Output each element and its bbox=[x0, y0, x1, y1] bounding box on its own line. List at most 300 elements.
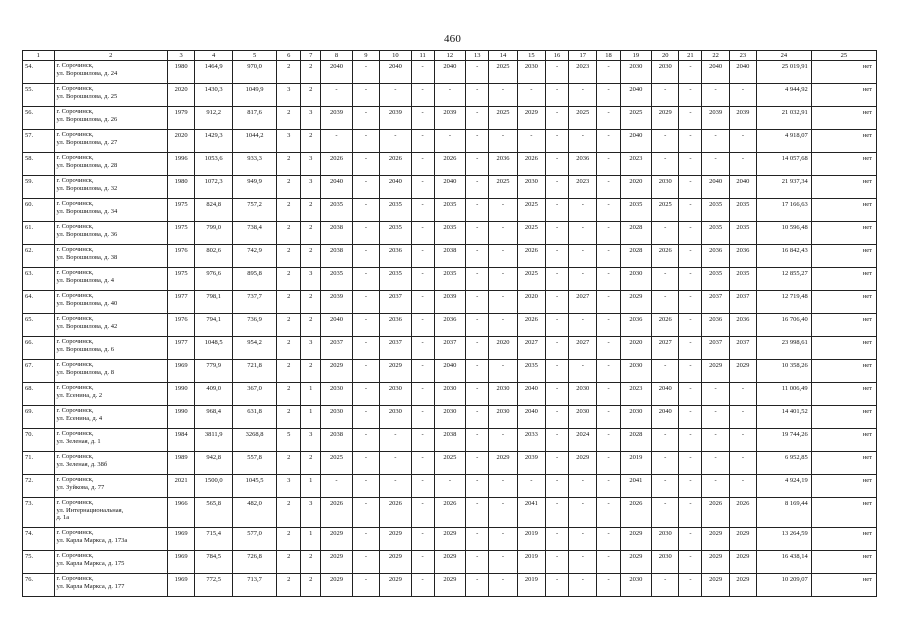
table-cell: 16 438,14 bbox=[757, 551, 812, 574]
address-line: ул. Ворошилова, д. 27 bbox=[56, 138, 118, 146]
table-cell: 2029 bbox=[702, 574, 729, 597]
table-cell: - bbox=[702, 429, 729, 452]
table-row bbox=[23, 199, 877, 222]
table-cell: 2 bbox=[301, 452, 321, 475]
row-number: 59. bbox=[23, 176, 55, 199]
table-cell: - bbox=[411, 176, 434, 199]
table-cell: 2029 bbox=[380, 551, 412, 574]
table-cell: 1975 bbox=[167, 199, 194, 222]
table-cell: - bbox=[466, 429, 489, 452]
address-line: ул. Ворошилова, д. 38 bbox=[56, 253, 118, 261]
table-cell: - bbox=[679, 107, 702, 130]
table-cell: 2028 bbox=[620, 429, 652, 452]
table-cell: - bbox=[652, 153, 679, 176]
column-header: 23 bbox=[729, 51, 756, 61]
table-cell: 482,0 bbox=[233, 498, 277, 528]
table-cell: нет bbox=[811, 107, 876, 130]
row-number: 70. bbox=[23, 429, 55, 452]
table-cell: - bbox=[352, 222, 379, 245]
address-line: ул. Интернациональная, bbox=[56, 506, 124, 514]
table-cell: 2035 bbox=[620, 199, 652, 222]
table-cell: 942,8 bbox=[195, 452, 233, 475]
table-cell: - bbox=[321, 84, 353, 107]
table-cell: - bbox=[546, 551, 569, 574]
table-cell: - bbox=[411, 153, 434, 176]
table-cell: 2035 bbox=[434, 199, 466, 222]
table-cell: - bbox=[489, 268, 517, 291]
table-cell: 12 719,48 bbox=[757, 291, 812, 314]
table-cell: 2026 bbox=[434, 153, 466, 176]
table-row bbox=[23, 406, 877, 429]
table-cell: 2029 bbox=[729, 574, 756, 597]
table-cell: 1072,3 bbox=[195, 176, 233, 199]
table-cell: 2020 bbox=[489, 337, 517, 360]
address-line: г. Сорочинск, bbox=[56, 430, 94, 437]
table-cell: - bbox=[546, 176, 569, 199]
table-cell: - bbox=[546, 452, 569, 475]
table-cell: 2038 bbox=[321, 245, 353, 268]
table-cell: - bbox=[729, 130, 756, 153]
table-cell: 2040 bbox=[620, 130, 652, 153]
table-cell: - bbox=[729, 153, 756, 176]
table-row bbox=[23, 291, 877, 314]
address-cell bbox=[54, 360, 167, 383]
table-cell: 2040 bbox=[517, 383, 545, 406]
table-cell: 2 bbox=[277, 153, 301, 176]
table-cell: - bbox=[652, 452, 679, 475]
address-line: г. Сорочинск, bbox=[56, 315, 94, 322]
address-cell bbox=[54, 245, 167, 268]
address-cell bbox=[54, 222, 167, 245]
address-line: ул. Ворошилова, д. 25 bbox=[56, 92, 118, 100]
table-cell: - bbox=[411, 268, 434, 291]
table-cell: 1984 bbox=[167, 429, 194, 452]
table-cell: - bbox=[569, 84, 597, 107]
table-cell: 3 bbox=[301, 153, 321, 176]
address-line: г. Сорочинск, bbox=[56, 85, 94, 92]
table-cell: - bbox=[546, 475, 569, 498]
row-number: 66. bbox=[23, 337, 55, 360]
table-cell: 2030 bbox=[620, 360, 652, 383]
table-cell: - bbox=[466, 176, 489, 199]
address-line: ул. Ворошилова, д. 32 bbox=[56, 184, 118, 192]
row-number: 74. bbox=[23, 528, 55, 551]
table-cell: 2023 bbox=[569, 61, 597, 84]
address-line: ул. Карла Маркса, д. 177 bbox=[56, 582, 125, 590]
table-cell: 2035 bbox=[434, 222, 466, 245]
table-cell: - bbox=[597, 360, 620, 383]
table-cell: 2030 bbox=[620, 268, 652, 291]
table-cell: - bbox=[597, 574, 620, 597]
table-cell: 2040 bbox=[321, 61, 353, 84]
table-cell: 1977 bbox=[167, 291, 194, 314]
table-cell: 2025 bbox=[517, 199, 545, 222]
table-cell: - bbox=[517, 130, 545, 153]
table-cell: 2039 bbox=[434, 107, 466, 130]
table-cell: 14 401,52 bbox=[757, 406, 812, 429]
table-cell: - bbox=[352, 551, 379, 574]
table-cell: 2040 bbox=[380, 176, 412, 199]
table-cell: 3 bbox=[301, 107, 321, 130]
table-cell: 2019 bbox=[517, 551, 545, 574]
table-cell: 772,5 bbox=[195, 574, 233, 597]
table-cell: 1976 bbox=[167, 245, 194, 268]
table-cell: - bbox=[679, 245, 702, 268]
table-cell: 2035 bbox=[702, 199, 729, 222]
table-cell: - bbox=[729, 475, 756, 498]
table-cell: 737,7 bbox=[233, 291, 277, 314]
table-cell: - bbox=[597, 222, 620, 245]
table-cell: - bbox=[679, 199, 702, 222]
column-header: 5 bbox=[233, 51, 277, 61]
table-cell: 2040 bbox=[652, 383, 679, 406]
table-cell: 1975 bbox=[167, 222, 194, 245]
table-cell: 2026 bbox=[517, 153, 545, 176]
table-cell: - bbox=[466, 84, 489, 107]
table-cell: 2029 bbox=[517, 107, 545, 130]
table-cell: - bbox=[546, 245, 569, 268]
table-cell: - bbox=[517, 84, 545, 107]
column-header: 22 bbox=[702, 51, 729, 61]
table-cell: 4 924,19 bbox=[757, 475, 812, 498]
table-cell: - bbox=[489, 245, 517, 268]
table-cell: - bbox=[569, 130, 597, 153]
table-cell: 1969 bbox=[167, 360, 194, 383]
table-cell: 2035 bbox=[380, 199, 412, 222]
address-line: ул. Зеленая, д. 1 bbox=[56, 437, 101, 445]
table-cell: 2030 bbox=[517, 176, 545, 199]
table-cell: 2 bbox=[301, 199, 321, 222]
table-cell: - bbox=[411, 551, 434, 574]
table-cell: 2 bbox=[277, 452, 301, 475]
table-cell: 11 006,49 bbox=[757, 383, 812, 406]
table-cell: 557,8 bbox=[233, 452, 277, 475]
table-cell: 912,2 bbox=[195, 107, 233, 130]
table-cell: 2027 bbox=[569, 337, 597, 360]
table-cell: 2040 bbox=[434, 176, 466, 199]
table-cell: - bbox=[352, 153, 379, 176]
table-cell: 16 706,40 bbox=[757, 314, 812, 337]
table-cell: 817,6 bbox=[233, 107, 277, 130]
table-cell: 2025 bbox=[489, 61, 517, 84]
table-cell: 976,6 bbox=[195, 268, 233, 291]
table-cell: 8 169,44 bbox=[757, 498, 812, 528]
address-cell bbox=[54, 130, 167, 153]
table-cell: 2025 bbox=[434, 452, 466, 475]
table-cell: 2029 bbox=[569, 452, 597, 475]
table-cell: - bbox=[321, 130, 353, 153]
table-cell: - bbox=[352, 429, 379, 452]
table-cell: нет bbox=[811, 268, 876, 291]
table-cell: 2 bbox=[301, 84, 321, 107]
table-cell: - bbox=[466, 153, 489, 176]
table-cell: - bbox=[652, 222, 679, 245]
table-cell: - bbox=[679, 406, 702, 429]
table-cell: 2029 bbox=[321, 528, 353, 551]
table-cell: - bbox=[569, 314, 597, 337]
table-cell: 2025 bbox=[652, 199, 679, 222]
address-line: г. Сорочинск, bbox=[56, 108, 94, 115]
column-header: 9 bbox=[352, 51, 379, 61]
table-cell: 2 bbox=[277, 107, 301, 130]
column-header: 18 bbox=[597, 51, 620, 61]
table-cell: 2 bbox=[277, 360, 301, 383]
table-cell: 2035 bbox=[321, 199, 353, 222]
table-cell: 2029 bbox=[434, 574, 466, 597]
table-cell: - bbox=[352, 130, 379, 153]
address-line: ул. Ворошилова, д. 6 bbox=[56, 345, 114, 353]
table-cell: 2029 bbox=[434, 551, 466, 574]
table-cell: 2029 bbox=[702, 360, 729, 383]
table-cell: 1980 bbox=[167, 176, 194, 199]
table-cell: 2029 bbox=[702, 551, 729, 574]
table-cell: 2035 bbox=[729, 268, 756, 291]
address-line: г. Сорочинск, bbox=[56, 177, 94, 184]
table-cell: - bbox=[489, 84, 517, 107]
table-cell: 1430,3 bbox=[195, 84, 233, 107]
table-cell: - bbox=[597, 130, 620, 153]
table-cell: 565,8 bbox=[195, 498, 233, 528]
table-cell: - bbox=[352, 314, 379, 337]
column-header: 20 bbox=[652, 51, 679, 61]
table-cell: - bbox=[679, 452, 702, 475]
table-cell: 2 bbox=[301, 130, 321, 153]
table-cell: 2027 bbox=[517, 337, 545, 360]
table-cell: - bbox=[569, 245, 597, 268]
table-cell: - bbox=[352, 84, 379, 107]
table-cell: нет bbox=[811, 153, 876, 176]
column-number-header bbox=[23, 51, 877, 61]
table-cell: - bbox=[352, 107, 379, 130]
table-cell: - bbox=[679, 61, 702, 84]
table-cell: - bbox=[546, 153, 569, 176]
table-cell: 19 744,26 bbox=[757, 429, 812, 452]
table-row bbox=[23, 574, 877, 597]
table-cell: - bbox=[489, 498, 517, 528]
table-cell: 2 bbox=[277, 551, 301, 574]
table-cell: 3 bbox=[301, 268, 321, 291]
column-header: 16 bbox=[546, 51, 569, 61]
table-cell: 2029 bbox=[729, 528, 756, 551]
table-cell: 2037 bbox=[434, 337, 466, 360]
table-cell: 2038 bbox=[321, 222, 353, 245]
table-cell: - bbox=[352, 383, 379, 406]
table-cell: 2037 bbox=[380, 337, 412, 360]
table-cell: - bbox=[546, 61, 569, 84]
table-cell: нет bbox=[811, 314, 876, 337]
row-number: 69. bbox=[23, 406, 55, 429]
table-cell: 2030 bbox=[620, 574, 652, 597]
address-line: г. Сорочинск, bbox=[56, 269, 94, 276]
table-cell: 2030 bbox=[652, 528, 679, 551]
table-cell: 577,0 bbox=[233, 528, 277, 551]
table-cell: 2040 bbox=[517, 406, 545, 429]
table-cell: - bbox=[597, 498, 620, 528]
column-header: 15 bbox=[517, 51, 545, 61]
table-cell: 713,7 bbox=[233, 574, 277, 597]
table-cell: 2030 bbox=[321, 406, 353, 429]
table-cell: нет bbox=[811, 551, 876, 574]
table-cell: - bbox=[546, 383, 569, 406]
table-cell: нет bbox=[811, 222, 876, 245]
table-cell: - bbox=[466, 528, 489, 551]
table-cell: 1049,9 bbox=[233, 84, 277, 107]
table-cell: - bbox=[352, 176, 379, 199]
table-cell: - bbox=[702, 84, 729, 107]
table-cell: 12 855,27 bbox=[757, 268, 812, 291]
table-cell: 2 bbox=[277, 61, 301, 84]
address-line: ул. Ворошилова, д. 26 bbox=[56, 115, 118, 123]
address-line: ул. Ворошилова, д. 34 bbox=[56, 207, 118, 215]
table-cell: 2030 bbox=[569, 406, 597, 429]
table-cell: 2029 bbox=[652, 107, 679, 130]
table-cell: 2 bbox=[277, 291, 301, 314]
table-row bbox=[23, 475, 877, 498]
table-cell: 1969 bbox=[167, 551, 194, 574]
address-line: ул. Есенина, д. 2 bbox=[56, 391, 103, 399]
table-cell: 2030 bbox=[569, 383, 597, 406]
address-cell bbox=[54, 429, 167, 452]
table-cell: 2 bbox=[277, 268, 301, 291]
table-cell: 2026 bbox=[517, 314, 545, 337]
table-cell: - bbox=[546, 429, 569, 452]
address-cell bbox=[54, 452, 167, 475]
table-cell: - bbox=[597, 314, 620, 337]
address-line: г. Сорочинск, bbox=[56, 453, 94, 460]
address-line: ул. Карла Маркса, д. 173а bbox=[56, 536, 128, 544]
table-cell: 970,0 bbox=[233, 61, 277, 84]
table-cell: 3268,8 bbox=[233, 429, 277, 452]
table-cell: 2037 bbox=[702, 337, 729, 360]
table-cell: - bbox=[679, 574, 702, 597]
column-header: 24 bbox=[757, 51, 812, 61]
table-cell: нет bbox=[811, 383, 876, 406]
table-cell: 2041 bbox=[517, 498, 545, 528]
table-cell: - bbox=[652, 268, 679, 291]
address-line: ул. Есенина, д. 4 bbox=[56, 414, 103, 422]
table-cell: - bbox=[679, 176, 702, 199]
table-cell: - bbox=[702, 383, 729, 406]
table-cell: - bbox=[434, 84, 466, 107]
table-cell: - bbox=[466, 452, 489, 475]
housing-register-table bbox=[22, 50, 877, 597]
table-cell: 1053,6 bbox=[195, 153, 233, 176]
table-cell: 21 032,91 bbox=[757, 107, 812, 130]
table-cell: 2026 bbox=[380, 498, 412, 528]
table-cell: - bbox=[411, 406, 434, 429]
table-cell: 2026 bbox=[729, 498, 756, 528]
table-cell: - bbox=[597, 199, 620, 222]
table-cell: - bbox=[597, 61, 620, 84]
table-cell: - bbox=[411, 574, 434, 597]
table-cell: - bbox=[546, 360, 569, 383]
table-cell: 2029 bbox=[729, 360, 756, 383]
table-cell: - bbox=[352, 498, 379, 528]
table-cell: - bbox=[352, 61, 379, 84]
column-header: 19 bbox=[620, 51, 652, 61]
table-cell: - bbox=[466, 268, 489, 291]
address-cell bbox=[54, 199, 167, 222]
address-cell bbox=[54, 551, 167, 574]
address-cell bbox=[54, 383, 167, 406]
table-cell: - bbox=[702, 130, 729, 153]
table-cell: 409,0 bbox=[195, 383, 233, 406]
table-cell: - bbox=[411, 222, 434, 245]
table-cell: - bbox=[597, 291, 620, 314]
table-cell: - bbox=[597, 429, 620, 452]
address-line: г. Сорочинск, bbox=[56, 223, 94, 230]
table-cell: 2027 bbox=[652, 337, 679, 360]
table-cell: - bbox=[434, 475, 466, 498]
table-cell: 2041 bbox=[620, 475, 652, 498]
table-cell: - bbox=[411, 429, 434, 452]
table-cell: - bbox=[352, 360, 379, 383]
table-cell: 784,5 bbox=[195, 551, 233, 574]
table-cell: 2036 bbox=[434, 314, 466, 337]
table-cell: 2 bbox=[301, 61, 321, 84]
column-header: 8 bbox=[321, 51, 353, 61]
row-number: 55. bbox=[23, 84, 55, 107]
table-cell: 631,8 bbox=[233, 406, 277, 429]
table-cell: - bbox=[569, 498, 597, 528]
table-cell: 2030 bbox=[620, 61, 652, 84]
table-cell: 2040 bbox=[702, 61, 729, 84]
table-cell: 2040 bbox=[620, 84, 652, 107]
address-cell bbox=[54, 406, 167, 429]
table-cell: 2025 bbox=[489, 176, 517, 199]
table-cell: - bbox=[489, 360, 517, 383]
table-cell: 2035 bbox=[434, 268, 466, 291]
table-cell: нет bbox=[811, 574, 876, 597]
table-cell: 2020 bbox=[620, 337, 652, 360]
table-cell: 1 bbox=[301, 528, 321, 551]
table-cell: - bbox=[466, 406, 489, 429]
table-cell: 2040 bbox=[729, 61, 756, 84]
table-cell: 10 596,48 bbox=[757, 222, 812, 245]
address-cell bbox=[54, 268, 167, 291]
address-line: г. Сорочинск, bbox=[56, 246, 94, 253]
table-cell: 2030 bbox=[489, 383, 517, 406]
table-cell: 2026 bbox=[652, 314, 679, 337]
table-cell: - bbox=[679, 337, 702, 360]
table-cell: 2020 bbox=[620, 176, 652, 199]
table-cell: 2040 bbox=[729, 176, 756, 199]
table-cell: - bbox=[352, 574, 379, 597]
table-cell: - bbox=[729, 406, 756, 429]
table-cell: - bbox=[411, 498, 434, 528]
table-row bbox=[23, 337, 877, 360]
table-cell: - bbox=[679, 528, 702, 551]
table-cell: 968,4 bbox=[195, 406, 233, 429]
table-cell: 2035 bbox=[321, 268, 353, 291]
table-cell: - bbox=[352, 528, 379, 551]
table-cell: 2039 bbox=[321, 107, 353, 130]
table-row bbox=[23, 61, 877, 84]
table-cell: - bbox=[679, 475, 702, 498]
table-cell: 2025 bbox=[569, 107, 597, 130]
table-cell: - bbox=[679, 551, 702, 574]
table-cell: - bbox=[466, 475, 489, 498]
table-cell: 2030 bbox=[652, 61, 679, 84]
table-cell: - bbox=[380, 130, 412, 153]
table-cell: 2035 bbox=[702, 268, 729, 291]
table-cell: 2 bbox=[301, 222, 321, 245]
table-cell: 2029 bbox=[434, 528, 466, 551]
table-cell: - bbox=[597, 84, 620, 107]
table-cell: - bbox=[411, 84, 434, 107]
table-cell: 13 264,59 bbox=[757, 528, 812, 551]
table-cell: 2026 bbox=[517, 245, 545, 268]
